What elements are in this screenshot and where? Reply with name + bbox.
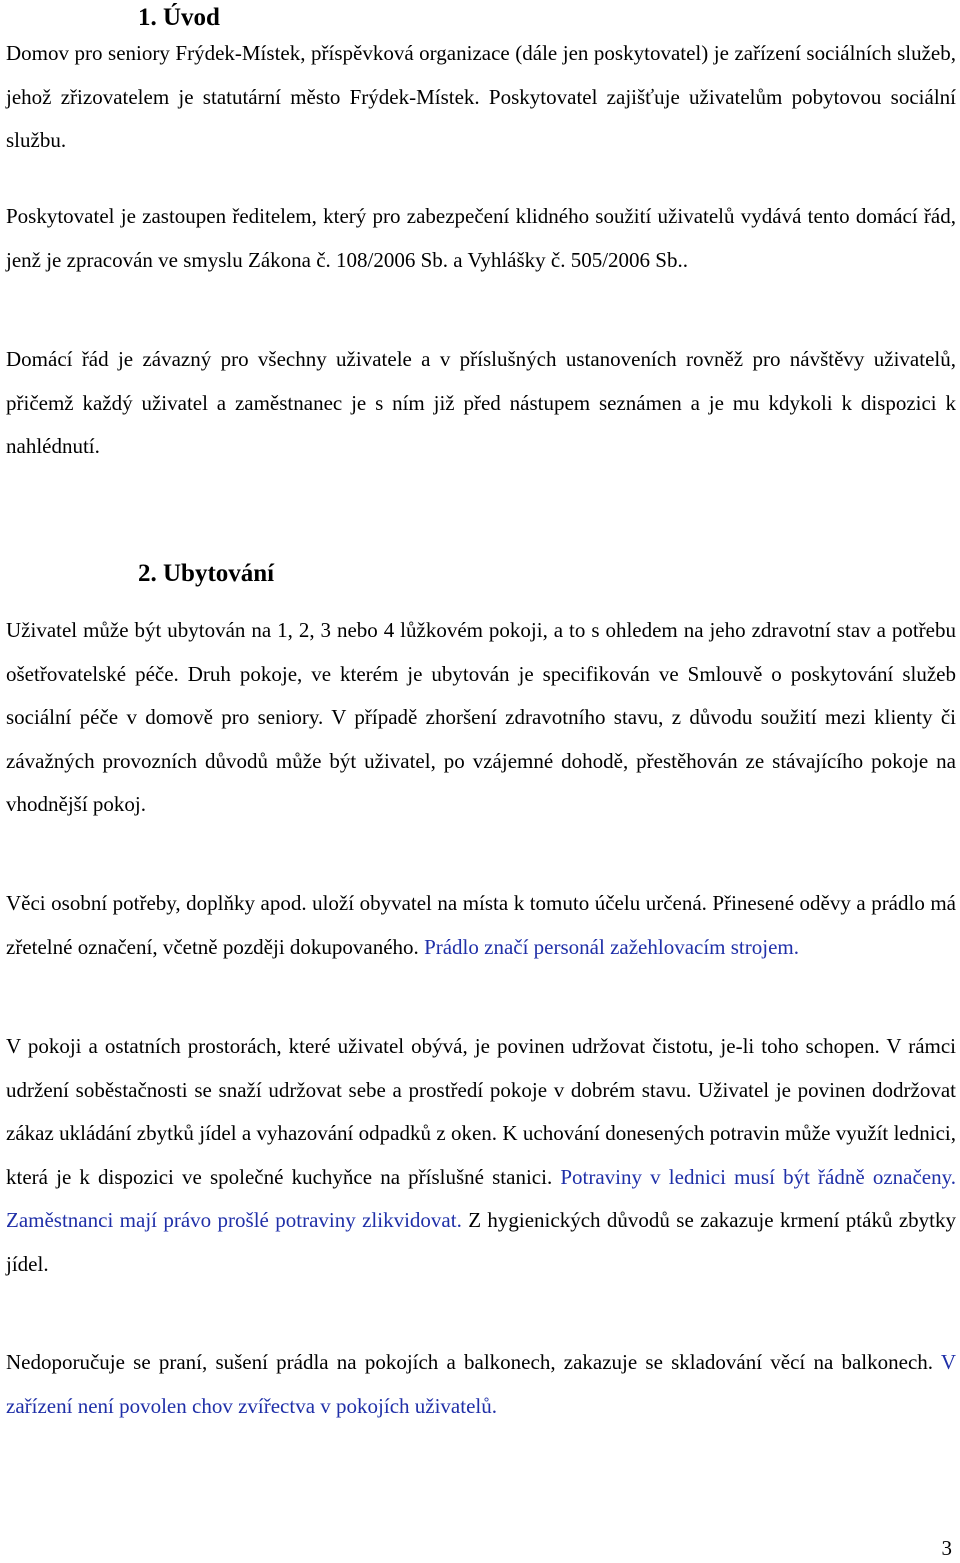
text-span: Věci osobní potřeby, doplňky apod. uloží obyvatel na místa k tomuto účelu určená. Přinesené oděvy a prádlo má zřetelné označení, včetně později dokupovaného.	[6, 891, 956, 959]
paragraph-laundry-pets	[6, 1341, 956, 1428]
paragraph-intro	[6, 32, 956, 163]
text-span: Domácí řád je závazný pro všechny uživatele a v příslušných ustanoveních rovněž pro návštěvy uživatelů, přičemž každý uživatel a zaměstnanec je s ním již před nástupem seznámen a je mu kdykoli k dispozici k nahlédnutí.	[6, 347, 956, 458]
page-number: 3	[941, 1536, 952, 1560]
paragraph-director	[6, 195, 956, 282]
paragraph-personal-items	[6, 882, 956, 969]
text-span: V pokoji a ostatních prostorách, které uživatel obývá, je povinen udržovat čistotu, je-li toho schopen. V rámci udržení soběstačnosti se snaží udržovat sebe a prostředí pokoje v dobrém stavu. Uživatel je povinen dodržovat zákaz ukládání zbytků jídel a vyhazování odpadků z oken. K uchování donesených potravin může využít lednici, která je k dispozici ve společné kuchyňce na příslušné stanici.	[6, 1034, 956, 1189]
paragraph-binding	[6, 338, 956, 469]
text-span: Z hygienických důvodů se zakazuje krmení ptáků zbytky jídel.	[6, 1208, 956, 1276]
paragraph-cleanliness	[6, 1025, 956, 1286]
text-span-highlight: Potraviny v lednici musí být řádně označeny. Zaměstnanci mají právo prošlé potraviny zlikvidovat.	[6, 1164, 956, 1232]
heading-uvod: 1. Úvod	[138, 4, 220, 31]
text-span-highlight: Prádlo značí personál zažehlovacím strojem.	[424, 934, 799, 959]
text-span: Nedoporučuje se praní, sušení prádla na pokojích a balkonech, zakazuje se skladování věcí na balkonech.	[6, 1350, 941, 1374]
paragraph-rooms	[6, 609, 956, 827]
heading-ubytovani: 2. Ubytování	[138, 560, 275, 587]
text-span: Domov pro seniory Frýdek-Místek, příspěvková organizace (dále jen poskytovatel) je zařízení sociálních služeb, jehož zřizovatelem je statutární město Frýdek-Místek. Poskytovatel zajišťuje uživatelům pobytovou sociální službu.	[6, 41, 956, 152]
text-span-highlight: V zařízení není povolen chov zvířectva v pokojích uživatelů.	[6, 1350, 956, 1418]
text-span: Poskytovatel je zastoupen ředitelem, který pro zabezpečení klidného soužití uživatelů vydává tento domácí řád, jenž je zpracován ve smyslu Zákona č. 108/2006 Sb. a Vyhlášky č. 505/2006 Sb..	[6, 204, 956, 272]
text-span: Uživatel může být ubytován na 1, 2, 3 nebo 4 lůžkovém pokoji, a to s ohledem na jeho zdravotní stav a potřebu ošetřovatelské péče. Druh pokoje, ve kterém je ubytován je specifikován ve Smlouvě o poskytování služeb sociální péče v domově pro seniory. V případě zhoršení zdravotního stavu, z důvodu soužití mezi klienty či závažných provozních důvodů může být uživatel, po vzájemné dohodě, přestěhován ze stávajícího pokoje na vhodnější pokoj.	[6, 618, 956, 816]
